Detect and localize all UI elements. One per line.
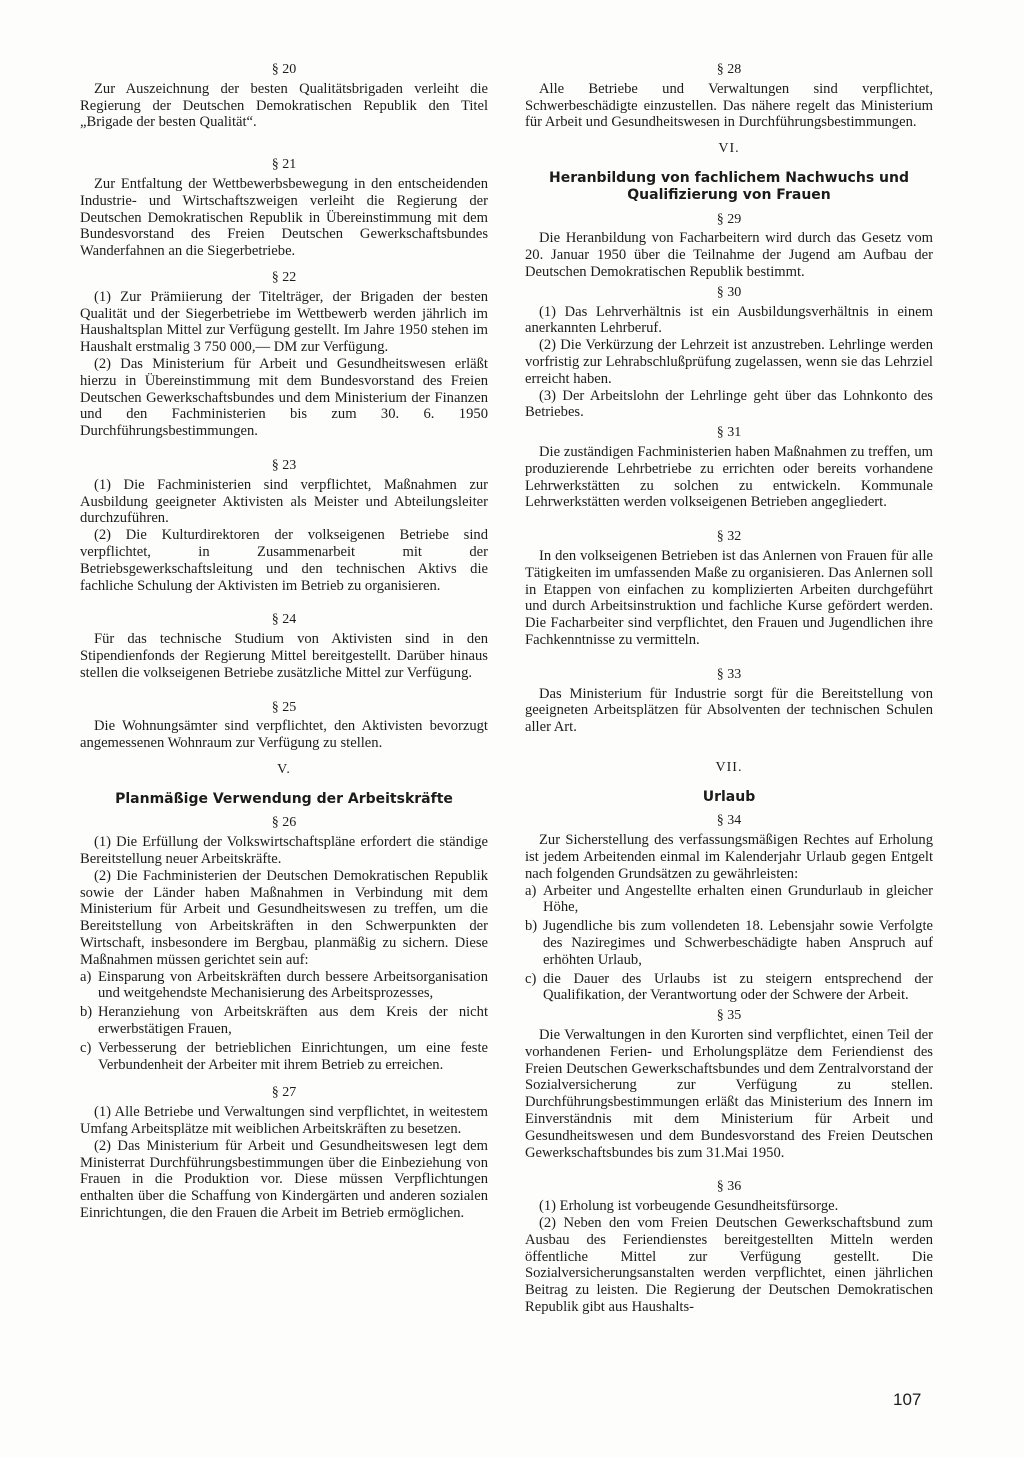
section-21-text: Zur Entfaltung der Wettbewerbsbewegung in den entscheidenden Industrie- und Wirtschaftszweigen verleiht die Regierung der Deutschen Demokratischen Republik in Übereinstimmung mit dem Bundesvorstand des Freien Deutschen Gewerkschaftsbundes Wanderfahnen an die Siegerbetriebe. — [80, 175, 488, 260]
section-25-text: Die Wohnungsämter sind verpflichtet, den Aktivisten bevorzugt angemessenen Wohnraum zur Verfügung zu stellen. — [80, 718, 488, 752]
section-35-text: Die Verwaltungen in den Kurorten sind verpflichtet, einen Teil der vorhandenen Ferien- und Erholungsplätze dem Feriendienst des Freien Deutschen Gewerkschaftsbundes und dem Zentralvorstand der Sozialversicherung zur Verfügung zu stellen. Durchführungsbestimmungen erläßt das Ministerium des Innern im Einverständnis mit dem Ministerium für Arbeit und Gesundheitswesen und dem Bundesvorstand des Freien Deutschen Gewerkschaftsbundes bis zum 31.Mai 1950. — [525, 1027, 933, 1161]
right-column — [525, 58, 933, 1316]
list-item-text: die Dauer des Urlaubs ist zu steigern entsprechend der Qualifikation, der Verantwortung oder der Schwere der Arbeit. — [543, 970, 933, 1004]
section-20-heading: § 20 — [271, 62, 297, 77]
section-30-paragraph-3: (3) Der Arbeitslohn der Lehrlinge geht über das Lohnkonto des Betriebes. — [525, 387, 933, 421]
section-25-heading: § 25 — [271, 699, 297, 715]
list-item-text: Einsparung von Arbeitskräften durch bessere Arbeitsorganisation und weitgehendste Mechanisierung des Arbeitsprozesses, — [98, 968, 488, 1002]
section-23-paragraph-2: (2) Die Kulturdirektoren der volkseigenen Betriebe sind verpflichtet, in Zusammenarbeit mit der Betriebsgewerkschaftsleitung und den technischen Aktivs die fachliche Schulung der Aktivisten im Betrieb zu organisieren. — [80, 527, 488, 594]
list-item-text: Jugendliche bis zum vollendeten 18. Lebensjahr sowie Verfolgte des Naziregimes und Schwerbeschädigte haben Anspruch auf erhöhten Urlaub, — [543, 918, 933, 968]
section-24-heading: § 24 — [271, 612, 297, 628]
section-36-paragraph-2: (2) Neben den vom Freien Deutschen Gewerkschaftsbund zum Ausbau des Feriendienstes bereitgestellten Mitteln werden öffentliche Mittel zur Verfügung gestellt. Die Sozialversicherungsanstalten werden verpflichtet, einen jährlichen Beitrag zu leisten. Die Regierung der Deutschen Demokratischen Republik gibt aus Haushalts- — [525, 1215, 933, 1315]
section-36-heading: § 36 — [716, 1179, 742, 1195]
list-marker: a) — [525, 882, 537, 899]
page-number: 107 — [893, 1390, 922, 1409]
part-vii-title: Urlaub — [702, 788, 756, 805]
section-29-heading: § 29 — [716, 211, 742, 227]
section-34-text: Zur Sicherstellung des verfassungsmäßigen Rechtes auf Erholung ist jedem Arbeitenden einmal im Kalenderjahr Urlaub gegen Entgelt nach folgenden Grundsätzen zu gewährleisten: — [525, 832, 933, 882]
list-marker: b) — [80, 1004, 93, 1021]
part-vi-numeral: VI. — [718, 141, 740, 157]
list-item — [525, 971, 933, 1005]
section-22-paragraph-2: (2) Das Ministerium für Arbeit und Gesundheitswesen erläßt hierzu in Übereinstimmung mit dem Bundesvorstand des Freien Deutschen Gewerkschaftsbundes und dem Ministerium der Finanzen und den Fachministerien bis zum 30. 6. 1950 Durchführungsbestimmungen. — [80, 355, 488, 440]
list-marker: a) — [80, 968, 92, 985]
section-26-heading: § 26 — [271, 815, 297, 831]
section-34-heading: § 34 — [716, 813, 742, 829]
section-24-text: Für das technische Studium von Aktivisten sind in den Stipendienfonds der Regierung Mittel bereitgestellt. Darüber hinaus stellen die volkseigenen Betriebe zusätzliche Mittel zur Verfügung. — [80, 631, 488, 681]
section-31-heading: § 31 — [716, 425, 742, 441]
list-item — [80, 1004, 488, 1038]
section-29-text: Die Heranbildung von Facharbeitern wird durch das Gesetz vom 20. Januar 1950 über die Teilnahme der Jugend am Aufbau der Deutschen Demokratischen Republik bestimmt. — [525, 230, 933, 280]
section-33-text: Das Ministerium für Industrie sorgt für die Bereitstellung von geeigneten Arbeitsplätzen für Absolventen der technischen Schulen aller Art. — [525, 685, 933, 736]
part-v-title: Planmäßige Verwendung der Arbeitskräfte — [115, 790, 453, 807]
list-marker: c) — [80, 1039, 92, 1056]
part-vi-title: Heranbildung von fachlichem Nachwuchs und Qualifizierung von Frauen — [549, 169, 909, 203]
section-28-text: Alle Betriebe und Verwaltungen sind verpflichtet, Schwerbeschädigte einzustellen. Das nähere regelt das Ministerium für Arbeit und Gesundheitswesen in Durchführungsbestimmungen. — [525, 80, 933, 131]
section-27-heading: § 27 — [271, 1085, 297, 1101]
part-vii-numeral: VII. — [715, 759, 743, 775]
section-30-heading: § 30 — [716, 284, 742, 300]
section-26-paragraph-2: (2) Die Fachministerien der Deutschen Demokratischen Republik sowie der Länder haben Maßnahmen in Verbindung mit dem Ministerium für Arbeit und Gesundheitswesen zu treffen, um die Bereitstellung von Arbeitskräften in den Schwerpunkten der Wirtschaft, insbesondere im Bergbau, planmäßig zu sichern. Diese Maßnahmen müssen gerichtet sein auf: — [80, 867, 488, 968]
section-23-paragraph-1: (1) Die Fachministerien sind verpflichtet, Maßnahmen zur Ausbildung geeigneter Aktivisten als Meister und Abteilungsleiter durchzuführen. — [80, 476, 488, 527]
section-30-paragraph-1: (1) Das Lehrverhältnis ist ein Ausbildungsverhältnis in einem anerkannten Lehrberuf. — [525, 303, 933, 337]
section-35-heading: § 35 — [716, 1008, 742, 1024]
list-item — [80, 1040, 488, 1074]
list-marker: b) — [525, 918, 538, 935]
list-item — [525, 918, 933, 968]
section-28-heading: § 28 — [716, 62, 742, 77]
section-23-heading: § 23 — [271, 457, 297, 473]
section-22-paragraph-1: (1) Zur Prämiierung der Titelträger, der Brigaden der besten Qualität und der Siegerbetriebe im Wettbewerb werden jährlich im Haushaltsplan Mittel zur Verfügung gestellt. Im Jahre 1950 stehen im Haushalt erstmalig 3 750 000,— DM zur Verfügung. — [80, 288, 488, 356]
section-27-paragraph-2: (2) Das Ministerium für Arbeit und Gesundheitswesen legt dem Ministerrat Durchführungsbestimmungen über die Einbeziehung von Frauen in die Produktion vor. Diese müssen Verpflichtungen enthalten über die Schaffung von Kindergärten und anderen sozialen Einrichtungen, die den Frauen die Arbeit im Betrieb ermöglichen. — [80, 1137, 488, 1222]
list-marker: c) — [525, 970, 537, 987]
list-item-text: Verbesserung der betrieblichen Einrichtungen, um eine feste Verbundenheit der Arbeiter mit ihrem Betrieb zu erreichen. — [98, 1039, 488, 1073]
section-32-heading: § 32 — [716, 529, 742, 545]
part-v-numeral: V. — [277, 761, 291, 777]
section-20-text: Zur Auszeichnung der besten Qualitätsbrigaden verleiht die Regierung der Deutschen Demokratischen Republik den Titel „Brigade der besten Qualität“. — [80, 80, 488, 131]
section-21-heading: § 21 — [271, 157, 297, 173]
section-26-paragraph-1: (1) Die Erfüllung der Volkswirtschaftspläne erfordert die ständige Bereitstellung neuer Arbeitskräfte. — [80, 834, 488, 868]
section-36-paragraph-1: (1) Erholung ist vorbeugende Gesundheitsfürsorge. — [539, 1198, 839, 1215]
section-31-text: Die zuständigen Fachministerien haben Maßnahmen zu treffen, um produzierende Lehrbetriebe zu errichten oder bereits vorhandene Lehrwerkstätten zu solchen zu entwickeln. Kommunale Lehrwerkstätten werden volkseigenen Betrieben angegliedert. — [525, 443, 933, 511]
list-item — [525, 883, 933, 917]
list-item — [80, 969, 488, 1003]
left-column — [80, 58, 488, 1222]
section-32-text: In den volkseigenen Betrieben ist das Anlernen von Frauen für alle Tätigkeiten im umfassenden Maße zu organisieren. Das Anlernen soll in Etappen von einfachen zu komplizierten Arbeiten durchgeführt und durch Arbeitsinstruktion und fachliche Kurse gefördert werden. Die Facharbeiter sind verpflichtet, den Frauen und Jugendlichen ihre Fachkenntnisse zu vermitteln. — [525, 547, 933, 648]
list-item-text: Heranziehung von Arbeitskräften aus dem Kreis der nicht erwerbstätigen Frauen, — [98, 1004, 488, 1038]
section-27-paragraph-1: (1) Alle Betriebe und Verwaltungen sind verpflichtet, in weitestem Umfang Arbeitsplätze mit weiblichen Arbeitskräften zu besetzen. — [80, 1104, 488, 1138]
section-30-paragraph-2: (2) Die Verkürzung der Lehrzeit ist anzustreben. Lehrlinge werden vorfristig zur Lehrabschlußprüfung zugelassen, wenn sie das Lehrziel erreicht haben. — [525, 337, 933, 387]
section-33-heading: § 33 — [716, 666, 742, 682]
list-item-text: Arbeiter und Angestellte erhalten einen Grundurlaub in gleicher Höhe, — [543, 882, 933, 916]
section-22-heading: § 22 — [271, 269, 297, 285]
